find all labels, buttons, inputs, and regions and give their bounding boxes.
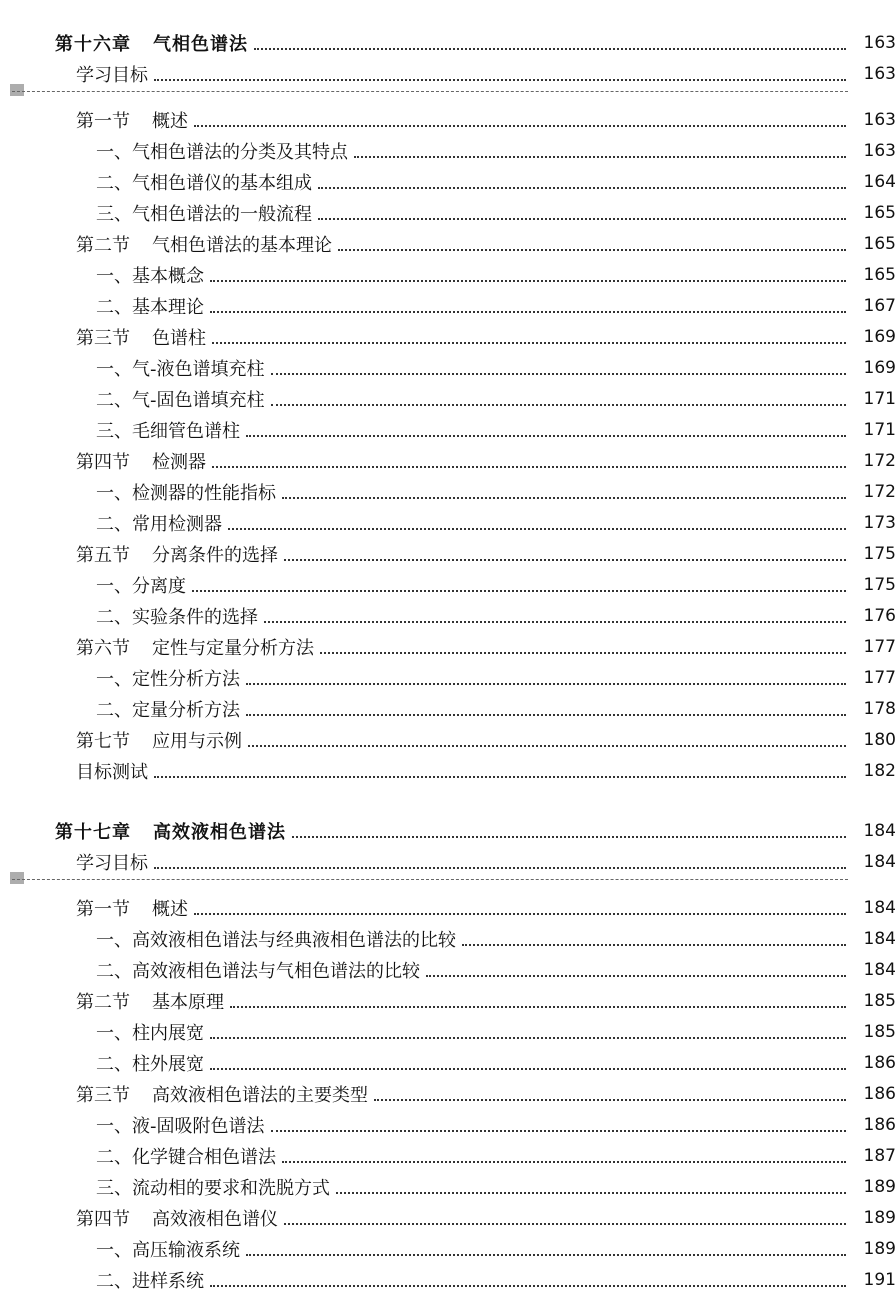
dot-leader [284,559,846,561]
toc-entry-section[interactable] [0,727,896,753]
dot-leader [320,652,846,654]
dot-leader [210,311,846,313]
entry-title: 高效液相色谱仪 [152,1209,278,1230]
dot-leader [194,913,846,915]
entry-title: 二、气相色谱仪的基本组成 [96,173,312,194]
section-number: 第二节 [76,235,130,256]
page-number: 186 [863,1084,896,1104]
dot-leader [292,836,846,838]
toc-entry-item[interactable] [0,926,896,952]
page-number: 191 [863,1270,896,1290]
toc-entry-item[interactable] [0,1112,896,1138]
dot-leader [318,218,846,220]
section-number: 第二节 [76,992,130,1013]
entry-title: 基本原理 [152,992,224,1013]
page-number: 172 [863,482,896,502]
toc-entry-item[interactable] [0,1174,896,1200]
page-number: 167 [863,296,896,316]
page-number: 164 [863,172,896,192]
page-number: 165 [863,265,896,285]
page-number: 163 [863,110,896,130]
page-number: 175 [863,575,896,595]
entry-title: 一、检测器的性能指标 [96,483,276,504]
dot-leader [271,1130,847,1132]
section-number: 第七节 [76,731,130,752]
entry-title: 二、化学键合相色谱法 [96,1147,276,1168]
dot-leader [194,125,846,127]
entry-title: 一、定性分析方法 [96,669,240,690]
section-number: 第一节 [76,111,130,132]
toc-entry-item[interactable] [0,169,896,195]
dot-leader [264,621,846,623]
page-number: 169 [863,327,896,347]
dot-leader [246,1254,846,1256]
page-number: 178 [863,699,896,719]
dot-leader [210,1068,846,1070]
toc-entry-item[interactable] [0,510,896,536]
toc-entry-item[interactable] [0,1236,896,1262]
entry-title: 色谱柱 [152,328,206,349]
section-number: 第三节 [76,328,130,349]
dot-leader [271,404,847,406]
dot-leader [228,528,846,530]
dot-leader [210,280,846,282]
entry-title: 三、流动相的要求和洗脱方式 [96,1178,330,1199]
dot-leader [282,497,846,499]
page-number: 184 [863,929,896,949]
toc-entry-item[interactable] [0,386,896,412]
dot-leader [210,1285,846,1287]
toc-entry-item[interactable] [0,572,896,598]
page-number: 185 [863,991,896,1011]
dot-leader [374,1099,846,1101]
toc-entry-section[interactable] [0,541,896,567]
toc-entry-item[interactable] [0,1267,896,1293]
entry-title: 概述 [152,111,188,132]
dot-leader [254,48,846,50]
dot-leader [246,714,846,716]
dot-leader [284,1223,846,1225]
dot-leader [192,590,846,592]
page-number: 163 [863,64,896,84]
page-number: 186 [863,1115,896,1135]
toc-entry-section[interactable] [0,634,896,660]
section-number: 第五节 [76,545,130,566]
toc-entry-section[interactable] [0,107,896,133]
dot-leader [230,1006,846,1008]
entry-title: 概述 [152,899,188,920]
entry-title: 定性与定量分析方法 [152,638,314,659]
toc-entry-item[interactable] [0,1050,896,1076]
section-number: 第一节 [76,899,130,920]
toc-entry-item[interactable] [0,1143,896,1169]
toc-entry-item[interactable] [0,262,896,288]
toc-entry-section[interactable] [0,1205,896,1231]
toc-entry-section[interactable] [0,988,896,1014]
entry-title: 学习目标 [76,853,148,874]
page-number: 169 [863,358,896,378]
page-number: 184 [863,852,896,872]
dot-leader [212,466,846,468]
entry-title: 一、气相色谱法的分类及其特点 [96,142,348,163]
toc-entry-item[interactable] [0,1019,896,1045]
entry-title: 三、气相色谱法的一般流程 [96,204,312,225]
toc-entry-goal[interactable] [0,61,896,87]
dot-leader [154,867,846,869]
toc-entry-test[interactable] [0,758,896,784]
toc-entry-item[interactable] [0,200,896,226]
entry-title: 学习目标 [76,65,148,86]
page-number: 177 [863,668,896,688]
toc-entry-item[interactable] [0,417,896,443]
entry-title: 目标测试 [76,762,148,783]
page-number: 163 [863,33,896,53]
entry-title: 一、分离度 [96,576,186,597]
entry-title: 分离条件的选择 [152,545,278,566]
dot-leader [210,1037,846,1039]
page-number: 171 [863,420,896,440]
page-number: 189 [863,1239,896,1259]
dot-leader [246,683,846,685]
dot-leader [212,342,846,344]
toc-entry-goal[interactable] [0,849,896,875]
page-number: 171 [863,389,896,409]
section-number: 第三节 [76,1085,130,1106]
chapter-number: 第十七章 [55,822,131,843]
entry-title: 一、柱内展宽 [96,1023,204,1044]
entry-title: 检测器 [152,452,206,473]
entry-title: 二、高效液相色谱法与气相色谱法的比较 [96,961,420,982]
entry-title: 二、基本理论 [96,297,204,318]
divider-mark [10,84,24,96]
chapter-number: 第十六章 [55,34,131,55]
toc-entry-section[interactable] [0,231,896,257]
page-number: 180 [863,730,896,750]
section-number: 第六节 [76,638,130,659]
toc-entry-section[interactable] [0,895,896,921]
page-number: 186 [863,1053,896,1073]
dot-leader [154,776,846,778]
page-number: 184 [863,821,896,841]
dot-leader [248,745,846,747]
page-number: 189 [863,1208,896,1228]
toc-entry-item[interactable] [0,696,896,722]
entry-title: 二、实验条件的选择 [96,607,258,628]
dot-leader [426,975,846,977]
entry-title: 二、常用检测器 [96,514,222,535]
toc-entry-item[interactable] [0,138,896,164]
entry-title: 二、定量分析方法 [96,700,240,721]
page-number: 176 [863,606,896,626]
chapter-name: 气相色谱法 [153,34,248,55]
section-number: 第四节 [76,452,130,473]
entry-title: 应用与示例 [152,731,242,752]
dot-leader [282,1161,846,1163]
dot-leader [338,249,846,251]
dot-leader [462,944,846,946]
chapter-title [55,30,248,56]
page-number: 163 [863,141,896,161]
toc-entry-item[interactable] [0,479,896,505]
page-number: 185 [863,1022,896,1042]
dot-leader [154,79,846,81]
page-number: 182 [863,761,896,781]
toc-entry-item[interactable] [0,603,896,629]
entry-title: 气相色谱法的基本理论 [152,235,332,256]
entry-title: 一、液-固吸附色谱法 [96,1116,265,1137]
dot-leader [336,1192,846,1194]
toc-entry-item[interactable] [0,355,896,381]
divider-line [12,91,848,92]
divider-mark [10,872,24,884]
page-number: 177 [863,637,896,657]
toc-entry-item[interactable] [0,665,896,691]
divider-line [12,879,848,880]
dot-leader [271,373,847,375]
entry-title: 二、气-固色谱填充柱 [96,390,265,411]
page-number: 189 [863,1177,896,1197]
entry-title: 二、柱外展宽 [96,1054,204,1075]
chapter-name: 高效液相色谱法 [153,822,286,843]
page-number: 187 [863,1146,896,1166]
chapter-heading-16[interactable] [0,30,896,56]
page-number: 184 [863,960,896,980]
entry-title: 高效液相色谱法的主要类型 [152,1085,368,1106]
entry-title: 一、基本概念 [96,266,204,287]
toc-entry-section[interactable] [0,324,896,350]
dot-leader [246,435,846,437]
toc-entry-item[interactable] [0,293,896,319]
entry-title: 一、高效液相色谱法与经典液相色谱法的比较 [96,930,456,951]
page-number: 165 [863,203,896,223]
entry-title: 二、进样系统 [96,1271,204,1292]
section-number: 第四节 [76,1209,130,1230]
page-number: 173 [863,513,896,533]
page-number: 172 [863,451,896,471]
page-number: 175 [863,544,896,564]
page-number: 165 [863,234,896,254]
chapter-heading-17[interactable] [0,818,896,844]
page-number: 184 [863,898,896,918]
chapter-title [55,818,286,844]
dot-leader [354,156,846,158]
entry-title: 一、高压输液系统 [96,1240,240,1261]
entry-title: 一、气-液色谱填充柱 [96,359,265,380]
toc-entry-section[interactable] [0,448,896,474]
dot-leader [318,187,846,189]
toc-entry-section[interactable] [0,1081,896,1107]
entry-title: 三、毛细管色谱柱 [96,421,240,442]
toc-entry-item[interactable] [0,957,896,983]
